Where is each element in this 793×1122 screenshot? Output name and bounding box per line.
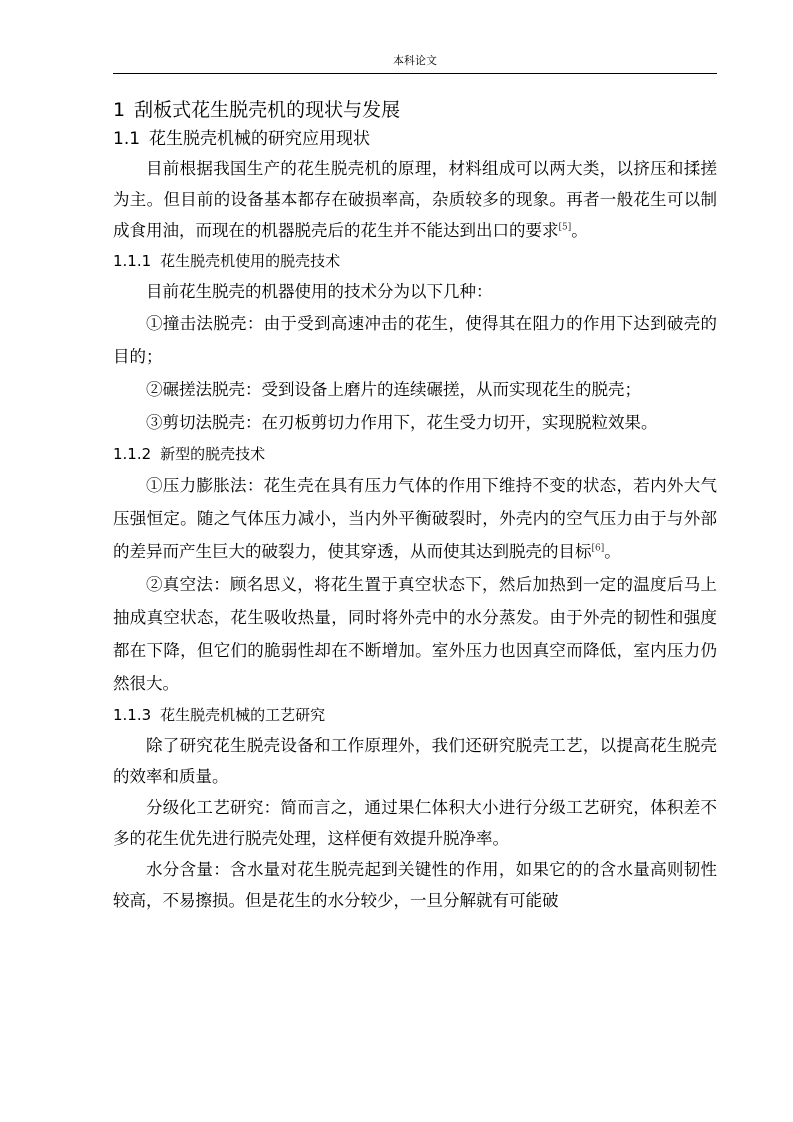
heading-text: 刮板式花生脱壳机的现状与发展 — [134, 99, 401, 121]
list-item: ③剪切法脱壳：在刃板剪切力作用下，花生受力切开，实现脱粒效果。 — [146, 413, 658, 432]
heading-section-1-1-1 — [113, 246, 717, 276]
citation-ref: [6] — [591, 543, 605, 554]
paragraph: 分级化工艺研究：简而言之，通过果仁体积大小进行分级工艺研究，体积差不多的花生优先进行脱壳处理，这样便有效提升脱净率。 — [113, 798, 717, 848]
paragraph: ②真空法：顾名思义，将花生置于真空状态下，然后加热到一定的温度后马上抽成真空状态，花生吸收热量，同时将外壳中的水分蒸发。由于外壳的韧性和强度都在下降，但它们的脆弱性却在不断增加。室外压力也因真空而降低，室内压力仍然很大。 — [113, 575, 717, 693]
header-rule — [113, 73, 717, 74]
paragraph: 水分含量：含水量对花生脱壳起到关键性的作用，如果它的的含水量高则韧性较高，不易擦损。但是花生的水分较少，一旦分解就有可能破 — [113, 860, 717, 910]
heading-number: 1.1 — [113, 129, 141, 149]
paragraph-end: 。 — [604, 542, 621, 561]
list-item: ①撞击法脱壳：由于受到高速冲击的花生，使得其在阻力的作用下达到破壳的目的； — [113, 314, 717, 366]
heading-section-1-1-3 — [113, 700, 717, 730]
heading-number: 1.1.1 — [113, 252, 152, 270]
heading-section-1-1-2 — [113, 439, 717, 469]
heading-text: 花生脱壳机使用的脱壳技术 — [160, 252, 341, 270]
heading-section-1 — [113, 95, 717, 125]
list-item: ②碾搓法脱壳：受到设备上磨片的连续碾搓，从而实现花生的脱壳； — [146, 380, 641, 399]
paragraph: 目前花生脱壳的机器使用的技术分为以下几种： — [146, 282, 493, 301]
heading-text: 花生脱壳机械的研究应用现状 — [149, 129, 371, 149]
document-body — [113, 95, 717, 916]
heading-number: 1 — [113, 99, 126, 121]
paragraph — [113, 469, 717, 568]
paragraph-end: 。 — [571, 221, 588, 240]
citation-ref: [5] — [558, 222, 572, 233]
paragraph: 除了研究花生脱壳设备和工作原理外，我们还研究脱壳工艺，以提高花生脱壳的效率和质量。 — [113, 736, 717, 786]
paragraph-text: 目前根据我国生产的花生脱壳机的原理，材料组成可以两大类，以挤压和揉搓为主。但目前的设备基本都存在破损率高，杂质较多的现象。再者一般花生可以制成食用油，而现在的机器脱壳后的花生并不能达到出口的要求 — [113, 159, 717, 240]
heading-text: 花生脱壳机械的工艺研究 — [160, 706, 326, 724]
paragraph-text: ①压力膨胀法：花生壳在具有压力气体的作用下维持不变的状态，若内外大气压强恒定。随之气体压力减小，当内外平衡破裂时，外壳内的空气压力由于与外部的差异而产生巨大的破裂力，使其穿透，从而使其达到脱壳的目标 — [113, 476, 717, 561]
paragraph — [113, 153, 717, 246]
heading-number: 1.1.2 — [113, 445, 152, 463]
heading-section-1-1 — [113, 125, 717, 153]
heading-number: 1.1.3 — [113, 706, 152, 724]
page-header: 本科论文 — [393, 54, 437, 67]
heading-text: 新型的脱壳技术 — [160, 445, 266, 463]
